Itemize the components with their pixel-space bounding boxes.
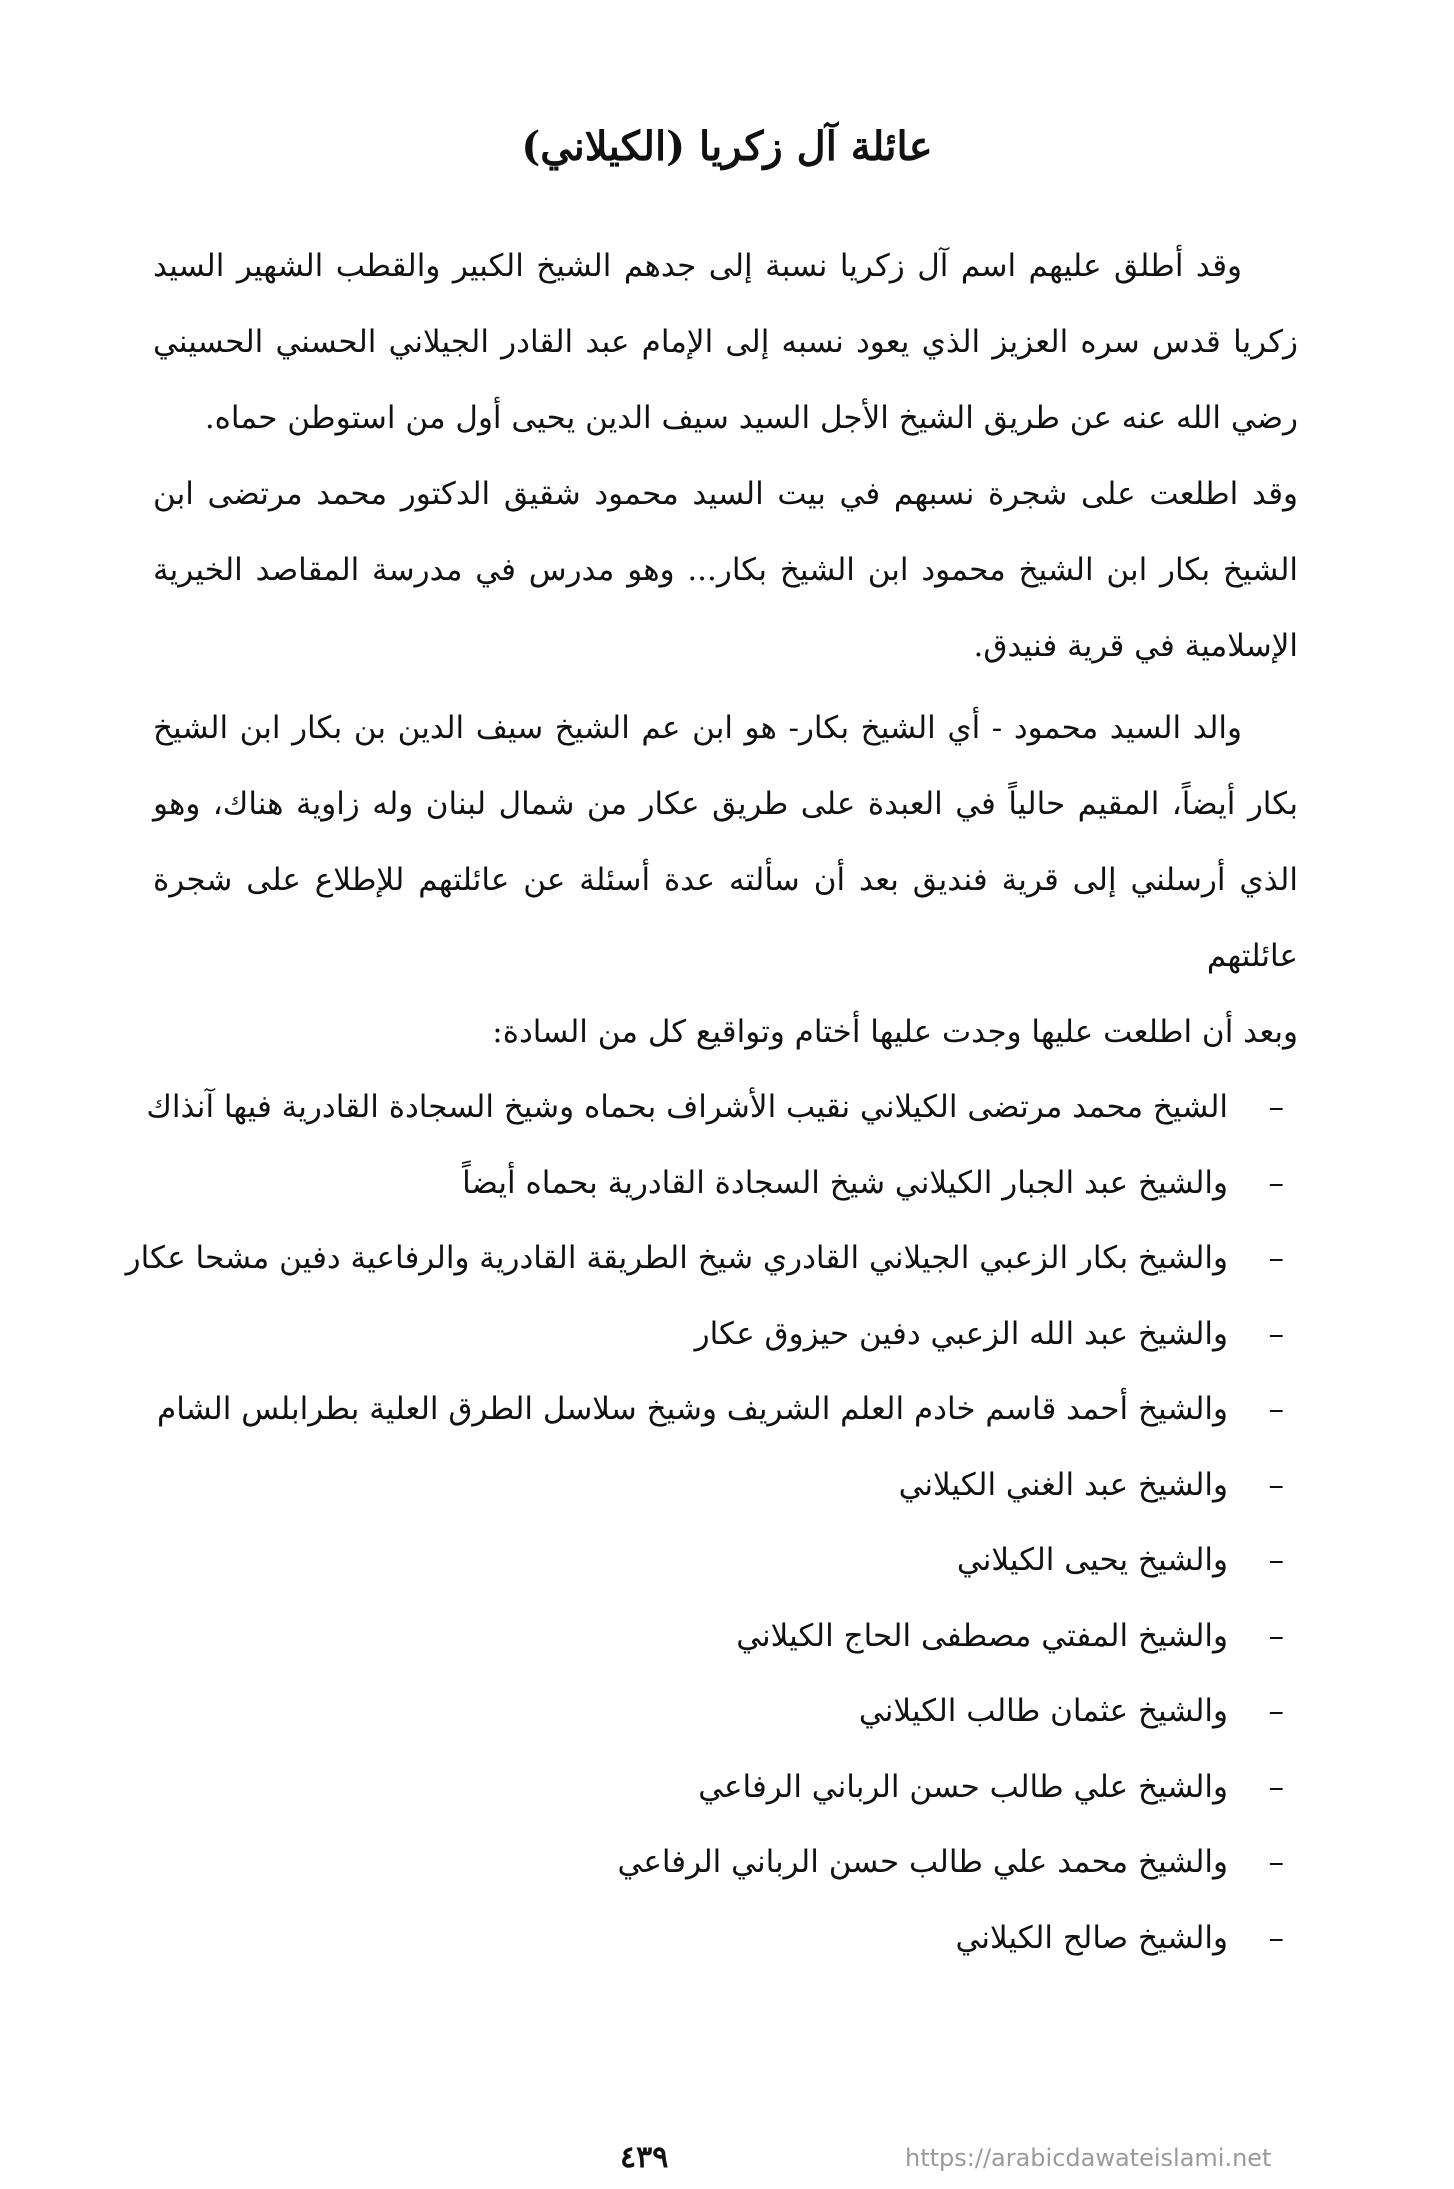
list-item: [125, 1221, 1298, 1297]
list-item: [153, 1674, 1298, 1750]
list-item: [153, 1523, 1298, 1599]
list-item-text: والشيخ عبد الجبار الكيلاني شيخ السجادة القادرية بحماه أيضاً: [462, 1164, 1228, 1201]
list-dash: –: [1268, 1164, 1284, 1201]
list-item: [153, 1297, 1298, 1373]
list-dash: –: [1268, 1466, 1284, 1503]
list-item: [153, 1750, 1298, 1826]
list-item-text: والشيخ عبد الغني الكيلاني: [898, 1466, 1228, 1503]
paragraph-father: والد السيد محمود - أي الشيخ بكار- هو ابن عم الشيخ سيف الدين بن بكار ابن الشيخ بكار أيضاً، المقيم حالياً في العبدة على طريق عكار من شمال لبنان وله زاوية هناك، وهو الذي أرسلني إلى قرية فنديق بعد أن سألته عدة أسئلة عن عائلتهم للإطلاع على شجرة عائلتهم: [153, 710, 1298, 974]
paragraph-family-tree: وقد اطلعت على شجرة نسبهم في بيت السيد محمود شقيق الدكتور محمد مرتضى ابن الشيخ بكار ابن الشيخ محمود ابن الشيخ بكار... وهو مدرس في مدرسة المقاصد الخيرية الإسلامية في قرية فنيدق.: [153, 476, 1298, 664]
list-dash: –: [1268, 1768, 1284, 1805]
list-dash: –: [1268, 1693, 1284, 1729]
list-item-text: الشيخ محمد مرتضى الكيلاني نقيب الأشراف بحماه وشيخ السجادة القادرية فيها آنذاك: [146, 1089, 1228, 1125]
list-dash: –: [1268, 1617, 1284, 1654]
list-item-text: والشيخ بكار الزعبي الجيلاني القادري شيخ الطريقة القادرية والرفاعية دفين مشحا عكار: [125, 1240, 1228, 1276]
page-number: ٤٣٩: [620, 2140, 669, 2175]
list-item-text: والشيخ محمد علي طالب حسن الرباني الرفاعي: [617, 1844, 1228, 1880]
list-item: [153, 1448, 1298, 1524]
list-item-text: والشيخ أحمد قاسم خادم العلم الشريف وشيخ سلاسل الطرق العلية بطرابلس الشام: [157, 1391, 1228, 1427]
list-item-text: والشيخ المفتي مصطفى الحاج الكيلاني: [736, 1617, 1228, 1654]
list-dash: –: [1268, 1391, 1284, 1427]
list-item-text: والشيخ علي طالب حسن الرباني الرفاعي: [698, 1768, 1228, 1805]
list-item: [153, 1599, 1298, 1675]
signatories-list: [125, 1070, 1298, 1976]
list-item: [153, 1825, 1298, 1901]
list-dash: –: [1268, 1240, 1284, 1276]
source-url-watermark: https://arabicdawateislami.net: [905, 2144, 1272, 2172]
list-item: [153, 1146, 1298, 1222]
list-dash: –: [1268, 1919, 1284, 1956]
list-item-text: والشيخ صالح الكيلاني: [955, 1919, 1228, 1956]
paragraph-signatories-intro: وبعد أن اطلعت عليها وجدت عليها أختام وتواقيع كل من السادة:: [492, 1014, 1298, 1050]
list-item: [146, 1070, 1298, 1146]
body-text: [125, 228, 1298, 1976]
list-item-text: والشيخ يحيى الكيلاني: [956, 1542, 1228, 1578]
page-footer: [0, 2138, 1454, 2178]
list-dash: –: [1268, 1315, 1284, 1352]
list-dash: –: [1268, 1089, 1284, 1125]
page-title: عائلة آل زكريا (الكيلاني): [521, 122, 933, 170]
list-item-text: والشيخ عثمان طالب الكيلاني: [858, 1693, 1228, 1729]
list-item: [153, 1372, 1298, 1448]
list-dash: –: [1268, 1542, 1284, 1578]
paragraph-intro: وقد أطلق عليهم اسم آل زكريا نسبة إلى جدهم الشيخ الكبير والقطب الشهير السيد زكريا قدس سره العزيز الذي يعود نسبه إلى الإمام عبد القادر الجيلاني الحسني الحسيني رضي الله عنه عن طريق الشيخ الأجل السيد سيف الدين يحيى أول من استوطن حماه.: [153, 248, 1298, 436]
list-dash: –: [1268, 1844, 1284, 1880]
list-item: [153, 1901, 1298, 1977]
list-item-text: والشيخ عبد الله الزعبي دفين حيزوق عكار: [694, 1315, 1228, 1352]
